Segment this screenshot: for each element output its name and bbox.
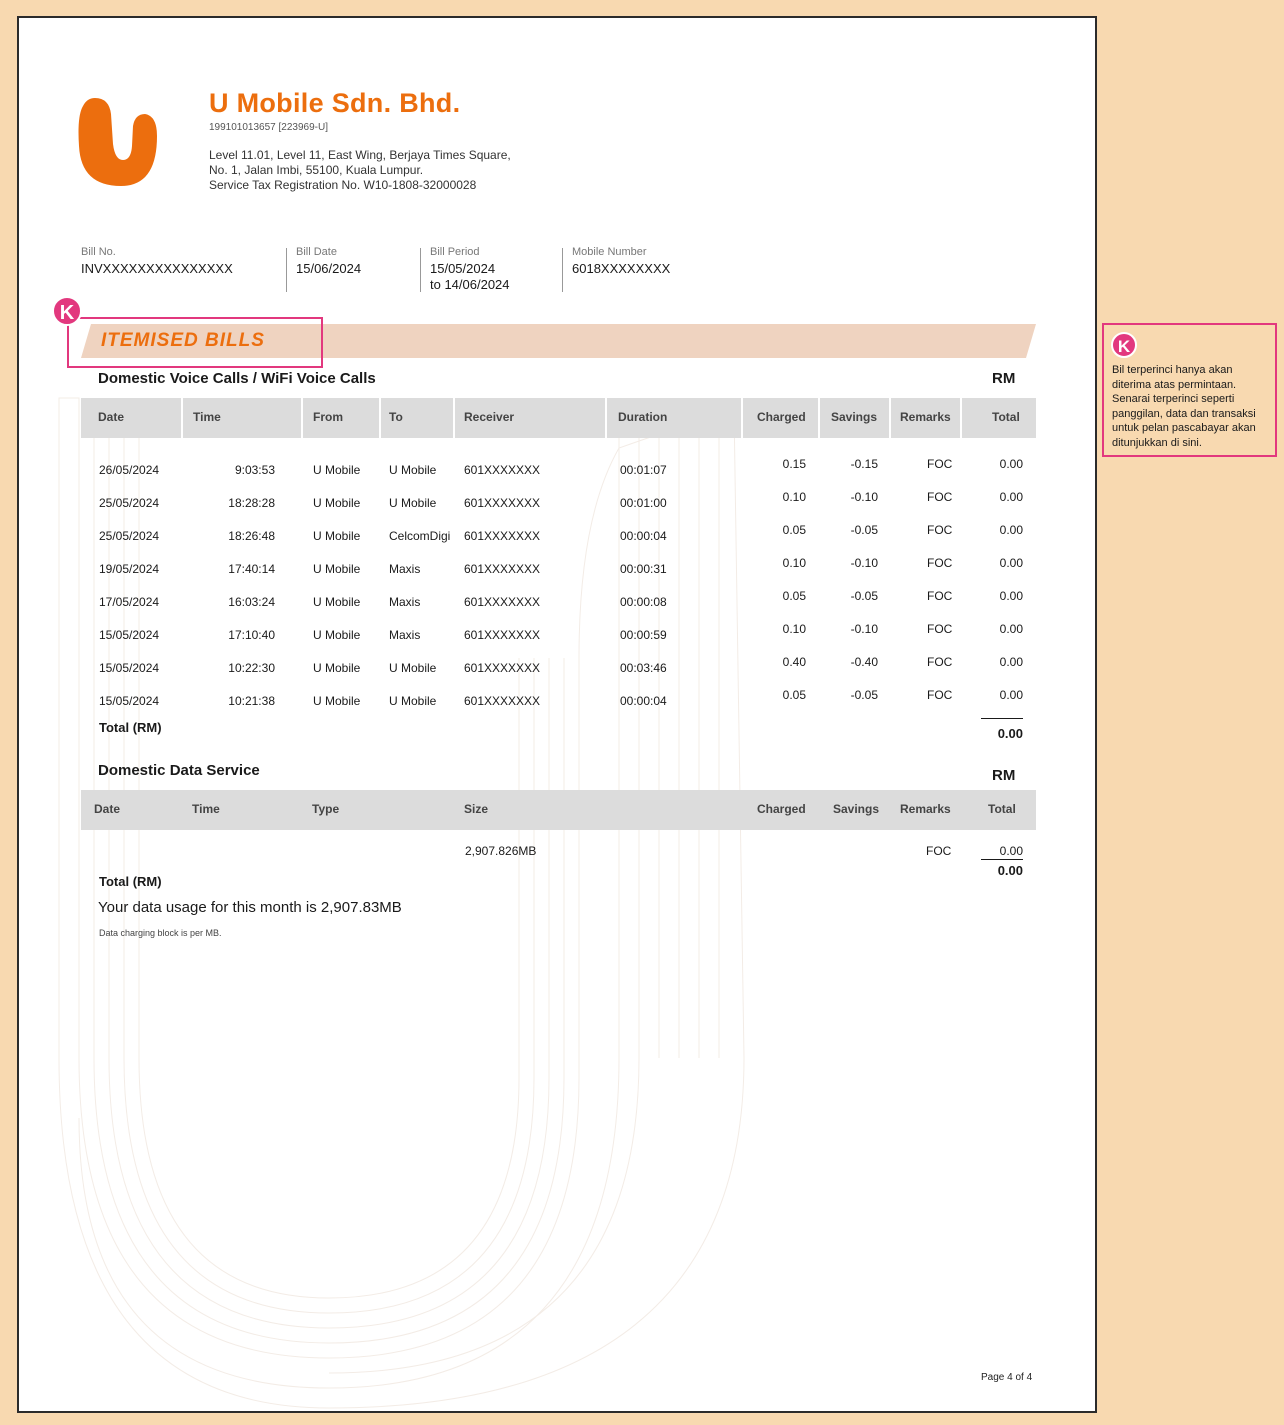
cell-receiver: 601XXXXXXX [464,562,541,576]
cell-duration: 00:03:46 [620,661,667,675]
cell-date: 25/05/2024 [99,529,160,543]
cell-remarks: FOC [927,589,953,603]
data-charging-note: Data charging block is per MB. [99,928,222,938]
cell-savings: -0.40 [850,655,878,669]
cell-time: 16:03:24 [228,595,275,609]
cell-savings: -0.05 [850,523,878,537]
cell-charged: 0.10 [782,556,806,570]
cell-remarks: FOC [927,655,953,669]
side-note-text: Bil terperinci hanya akan diterima atas permintaan. Senarai terperinci seperti panggilan, data dan transaksi untuk pelan pascabayar akan ditunjukkan di sini. [1112,364,1256,449]
th-duration: Duration [618,398,667,438]
cell-from: U Mobile [313,595,361,609]
address-line: Service Tax Registration No. W10-1808-32000028 [209,178,477,192]
table-row [19,589,1095,615]
total-rule [981,859,1023,860]
bill-date-label: Bill Date [296,246,337,258]
table-row [19,490,1095,516]
cell-total: 0.00 [999,589,1023,603]
cell-from: U Mobile [313,562,361,576]
cell-remarks: FOC [927,457,953,471]
cell-date: 25/05/2024 [99,496,160,510]
cell-time: 18:28:28 [228,496,275,510]
voice-section-title: Domestic Voice Calls / WiFi Voice Calls [98,370,376,387]
th-remarks: Remarks [900,790,951,830]
cell-receiver: 601XXXXXXX [464,496,541,510]
cell-from: U Mobile [313,661,361,675]
u-mobile-logo [77,96,161,188]
data-total-value: 0.00 [997,863,1023,878]
cell-to: Maxis [389,562,421,576]
cell-savings: -0.05 [850,589,878,603]
header-divider [741,398,743,438]
cell-receiver: 601XXXXXXX [464,529,541,543]
header-divider [181,398,183,438]
voice-total-label: Total (RM) [99,720,162,735]
cell-to: Maxis [389,595,421,609]
cell-duration: 00:00:04 [620,529,667,543]
table-row [19,688,1095,714]
header-divider [889,398,891,438]
th-charged: Charged [757,790,806,830]
cell-duration: 00:00:04 [620,694,667,708]
cell-duration: 00:00:31 [620,562,667,576]
bill-period-label: Bill Period [430,246,480,258]
cell-duration: 00:00:08 [620,595,667,609]
cell-charged: 0.05 [782,589,806,603]
mobile-number-block [572,246,670,277]
data-currency: RM [992,767,1016,784]
th-time: Time [192,790,220,830]
bill-period-start: 15/05/2024 [430,261,496,276]
cell-total: 0.00 [999,523,1023,537]
cell-time: 9:03:53 [234,463,275,477]
data-usage-text: Your data usage for this month is 2,907.83MB [98,899,402,916]
cell-from: U Mobile [313,496,361,510]
cell-receiver: 601XXXXXXX [464,661,541,675]
bill-date-block [296,246,361,277]
cell-charged: 0.05 [782,688,806,702]
side-note-box [1102,323,1277,457]
cell-remarks: FOC [927,622,953,636]
total-rule [981,718,1023,719]
cell-time: 17:40:14 [228,562,275,576]
cell-date: 15/05/2024 [99,661,160,675]
th-savings: Savings [831,398,877,438]
divider [562,248,563,292]
th-total: Total [992,398,1020,438]
cell-receiver: 601XXXXXXX [464,628,541,642]
cell-time: 10:22:30 [228,661,275,675]
th-to: To [389,398,403,438]
itemised-bills-title: ITEMISED BILLS [101,330,265,351]
company-reg-no: 199101013657 [223969-U] [209,122,328,133]
cell-to: Maxis [389,628,421,642]
cell-savings: -0.05 [850,688,878,702]
bill-no-label: Bill No. [81,246,116,258]
cell-total: 0.00 [999,556,1023,570]
table-row [19,457,1095,483]
cell-duration: 00:01:00 [620,496,667,510]
bill-page [17,16,1097,1413]
cell-date: 17/05/2024 [99,595,160,609]
k-marker-icon: K [52,296,82,326]
th-date: Date [98,398,124,438]
mobile-number-value: 6018XXXXXXXX [572,261,671,276]
cell-to: U Mobile [389,496,437,510]
table-row [19,556,1095,582]
data-size: 2,907.826MB [465,844,537,858]
cell-date: 15/05/2024 [99,628,160,642]
cell-time: 10:21:38 [228,694,275,708]
cell-charged: 0.05 [782,523,806,537]
header-divider [453,398,455,438]
cell-remarks: FOC [927,688,953,702]
bill-no-block [81,246,233,277]
bill-period-block [430,246,510,293]
cell-charged: 0.10 [782,622,806,636]
th-from: From [313,398,343,438]
th-remarks: Remarks [900,398,951,438]
cell-from: U Mobile [313,628,361,642]
cell-receiver: 601XXXXXXX [464,694,541,708]
header-divider [301,398,303,438]
cell-to: U Mobile [389,661,437,675]
cell-receiver: 601XXXXXXX [464,463,541,477]
header-divider [818,398,820,438]
cell-savings: -0.10 [850,490,878,504]
cell-savings: -0.10 [850,556,878,570]
th-size: Size [464,790,488,830]
th-date: Date [94,790,120,830]
cell-remarks: FOC [927,556,953,570]
page-number: Page 4 of 4 [981,1372,1033,1383]
cell-date: 19/05/2024 [99,562,160,576]
bill-date-value: 15/06/2024 [296,261,362,276]
cell-remarks: FOC [927,490,953,504]
cell-to: U Mobile [389,694,437,708]
cell-total: 0.00 [999,622,1023,636]
cell-total: 0.00 [999,655,1023,669]
cell-savings: -0.15 [850,457,878,471]
cell-time: 17:10:40 [228,628,275,642]
th-type: Type [312,790,339,830]
data-row-total: 0.00 [999,844,1023,858]
cell-duration: 00:01:07 [620,463,667,477]
table-row [19,655,1095,681]
cell-from: U Mobile [313,694,361,708]
divider [420,248,421,292]
cell-duration: 00:00:59 [620,628,667,642]
divider [286,248,287,292]
table-row [19,523,1095,549]
th-savings: Savings [833,790,879,830]
cell-to: CelcomDigi [389,529,451,543]
address-line: Level 11.01, Level 11, East Wing, Berjaya Times Square, [209,148,511,162]
highlight-box [67,317,323,368]
th-receiver: Receiver [464,398,514,438]
watermark-graphic [19,18,1095,1411]
header-divider [960,398,962,438]
header-divider [379,398,381,438]
cell-from: U Mobile [313,529,361,543]
th-time: Time [193,398,221,438]
cell-charged: 0.10 [782,490,806,504]
cell-savings: -0.10 [850,622,878,636]
voice-table-header [81,398,1036,438]
header-divider [605,398,607,438]
cell-charged: 0.15 [782,457,806,471]
bill-no-value: INVXXXXXXXXXXXXXXX [81,261,233,276]
cell-date: 26/05/2024 [99,463,160,477]
mobile-number-label: Mobile Number [572,246,647,258]
cell-date: 15/05/2024 [99,694,160,708]
th-charged: Charged [757,398,806,438]
cell-time: 18:26:48 [228,529,275,543]
table-row [19,622,1095,648]
data-table-header [81,790,1036,830]
cell-to: U Mobile [389,463,437,477]
address-line: No. 1, Jalan Imbi, 55100, Kuala Lumpur. [209,163,424,177]
data-total-label: Total (RM) [99,874,162,889]
k-marker-icon: K [1111,332,1137,358]
cell-total: 0.00 [999,490,1023,504]
voice-currency: RM [992,370,1016,387]
voice-total-value: 0.00 [997,726,1023,741]
data-section-title: Domestic Data Service [98,762,260,779]
cell-remarks: FOC [927,523,953,537]
cell-charged: 0.40 [782,655,806,669]
company-address [209,148,511,193]
cell-total: 0.00 [999,457,1023,471]
company-name: U Mobile Sdn. Bhd. [209,88,461,118]
cell-total: 0.00 [999,688,1023,702]
cell-from: U Mobile [313,463,361,477]
cell-receiver: 601XXXXXXX [464,595,541,609]
bill-period-end: to 14/06/2024 [430,277,510,292]
data-remarks: FOC [926,844,952,858]
th-total: Total [988,790,1016,830]
